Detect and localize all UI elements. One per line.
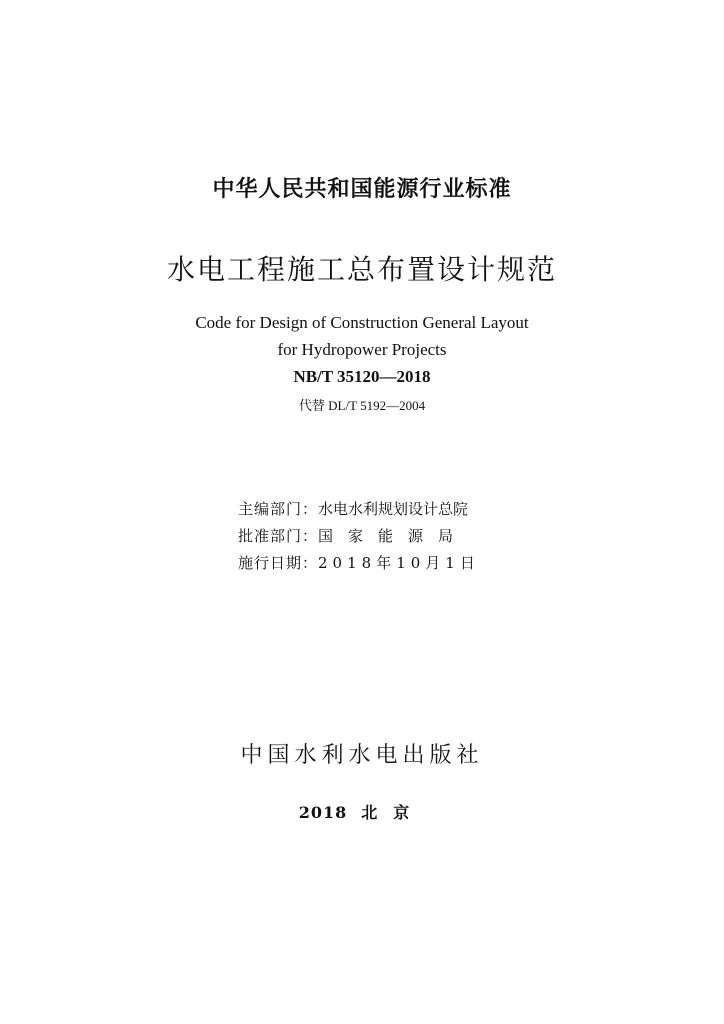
replaces-standard: 代替 DL/T 5192—2004 (298, 398, 426, 413)
effective-date-value: 2018年10月1日 (318, 554, 480, 572)
effective-date-row (238, 550, 480, 577)
english-title-line-1: Code for Design of Construction General Layout (195, 313, 529, 332)
effective-date-label: 施行日期： (238, 554, 319, 572)
approval-value: 国家能源局 (318, 527, 469, 545)
publication-place: 北京 (361, 803, 426, 822)
publication-year-place (0, 800, 724, 823)
english-title-line-2: for Hydropower Projects (277, 340, 447, 359)
standard-category: 中华人民共和国能源行业标准 (212, 177, 512, 202)
chief-editor-row (238, 496, 480, 523)
standard-number: NB/T 35120—2018 (293, 367, 431, 386)
approval-label: 批准部门： (238, 527, 319, 545)
issuance-info (238, 496, 480, 577)
publication-year: 2018 (298, 803, 348, 822)
chief-editor-label: 主编部门： (238, 500, 319, 518)
chinese-title: 水电工程施工总布置设计规范 (166, 253, 557, 286)
chief-editor-value: 水电水利规划设计总院 (318, 500, 469, 518)
publisher-name: 中国水利水电出版社 (240, 743, 484, 768)
approval-row (238, 523, 480, 550)
